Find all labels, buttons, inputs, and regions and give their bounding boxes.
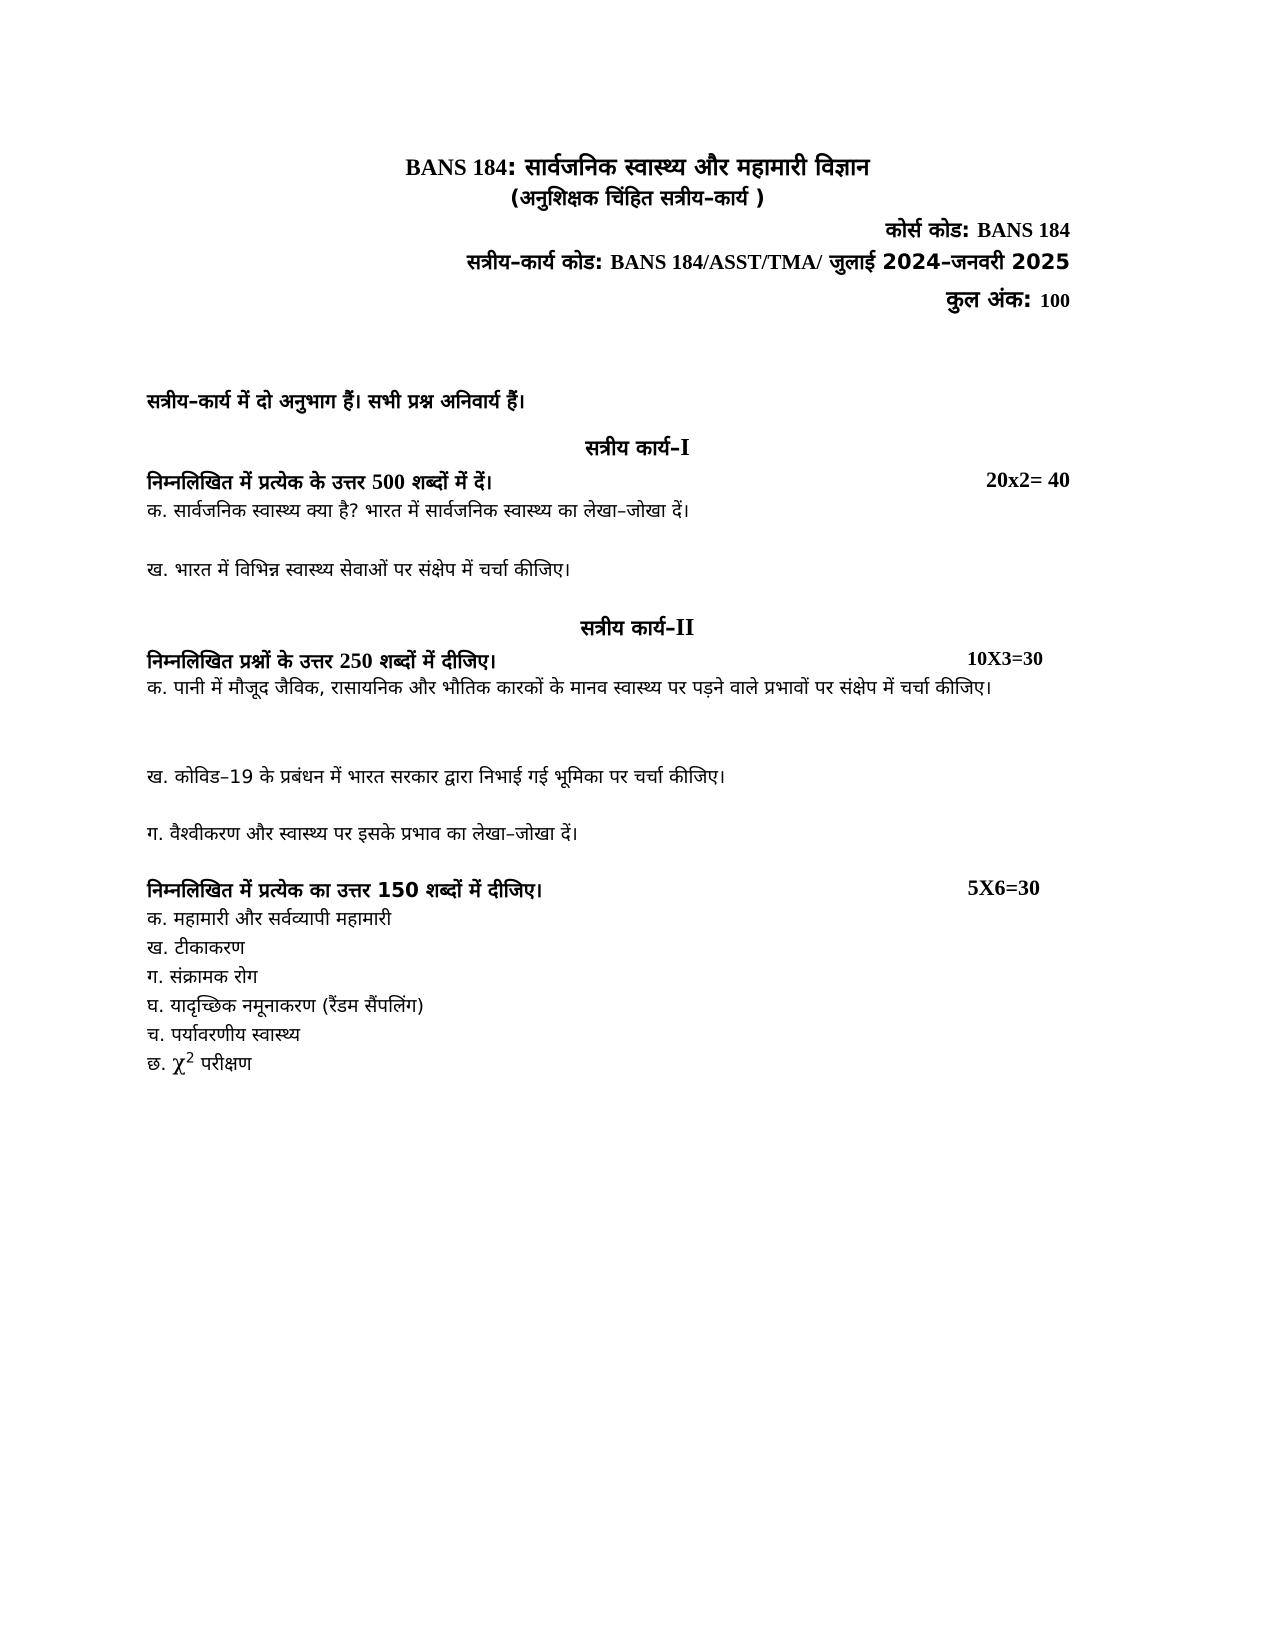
title-text: : सार्वजनिक स्वास्थ्य और महामारी विज्ञान [506, 153, 870, 181]
section-2-marks: 10X3=30 [967, 648, 1043, 670]
assignment-code-line [467, 248, 1070, 276]
chi-superscript: 2 [185, 1050, 195, 1067]
section-1-heading-post: शब्दों में दें। [405, 470, 493, 494]
section-1-heading-text: सत्रीय कार्य– [585, 436, 681, 460]
assignment-period: जुलाई 2024–जनवरी 2025 [822, 250, 1070, 274]
list-item [147, 1050, 252, 1076]
course-code-label: कोर्स कोड: [885, 218, 978, 242]
section-3-marks: 5X6=30 [967, 875, 1040, 900]
list-item: च. पर्यावरणीय स्वास्थ्य [147, 1024, 301, 1046]
chi-symbol: χ [172, 1051, 186, 1076]
section-2-question-2: ख. कोविड–19 के प्रबंधन में भारत सरकार द्वारा निभाई गई भूमिका पर चर्चा कीजिए। [147, 766, 726, 788]
section-2-heading-text: सत्रीय कार्य– [580, 616, 676, 640]
total-marks-line [946, 282, 1070, 314]
course-code-value: BANS 184 [977, 218, 1070, 242]
section-2-heading-post: शब्दों में दीजिए। [372, 649, 497, 673]
section-1-marks: 20x2= 40 [985, 467, 1070, 492]
assignment-code-label: सत्रीय–कार्य कोड: [466, 250, 611, 274]
section-1-word-count: 500 [372, 469, 406, 494]
general-instruction: सत्रीय–कार्य में दो अनुभाग हैं। सभी प्रश्न अनिवार्य हैं। [147, 389, 525, 413]
section-1-question-2: ख. भारत में विभिन्न स्वास्थ्य सेवाओं पर संक्षेप में चर्चा कीजिए। [147, 559, 571, 581]
section-2-question-1: क. पानी में मौजूद जैविक, रासायनिक और भौतिक कारकों के मानव स्वास्थ्य पर पड़ने वाले प्रभावों पर संक्षेप में चर्चा कीजिए। [147, 677, 992, 699]
document-title [0, 150, 1275, 183]
section-3-question-heading: निम्नलिखित में प्रत्येक का उत्तर 150 शब्दों में दीजिए। [147, 878, 543, 902]
section-2-heading [0, 614, 1275, 642]
section-2-question-3: ग. वैश्वीकरण और स्वास्थ्य पर इसके प्रभाव का लेखा–जोखा दें। [147, 823, 578, 845]
section-1-heading [0, 434, 1275, 462]
list-item: ख. टीकाकरण [147, 937, 245, 959]
section-1-heading-pre: निम्नलिखित में प्रत्येक के उत्तर [147, 470, 373, 494]
section-1-question-1: क. सार्वजनिक स्वास्थ्य क्या है? भारत में सार्वजनिक स्वास्थ्य का लेखा–जोखा दें। [147, 500, 690, 522]
course-code-line [886, 216, 1070, 244]
list-item: ग. संक्रामक रोग [147, 966, 258, 988]
total-marks-value: 100 [1040, 290, 1070, 312]
list-item: क. महामारी और सर्वव्यापी महामारी [147, 908, 392, 930]
section-1-roman: I [680, 435, 690, 461]
list-item: घ. यादृच्छिक नमूनाकरण (रैंडम सैंपलिंग) [147, 995, 425, 1017]
section-2-question-heading [147, 647, 496, 674]
list-item-suffix: परीक्षण [194, 1053, 252, 1075]
assignment-code-value: BANS 184/ASST/TMA/ [610, 250, 823, 274]
section-1-question-heading [147, 468, 492, 495]
title-course-code: BANS 184 [405, 155, 507, 180]
total-marks-label: कुल अंक: [946, 287, 1040, 313]
section-2-roman: II [675, 615, 695, 641]
section-2-heading-pre: निम्नलिखित प्रश्नों के उत्तर [147, 649, 340, 673]
document-subtitle: (अनुशिक्षक चिंहित सत्रीय–कार्य ) [510, 186, 765, 210]
section-2-word-count: 250 [339, 648, 373, 673]
list-item-prefix: छ. [147, 1053, 173, 1075]
